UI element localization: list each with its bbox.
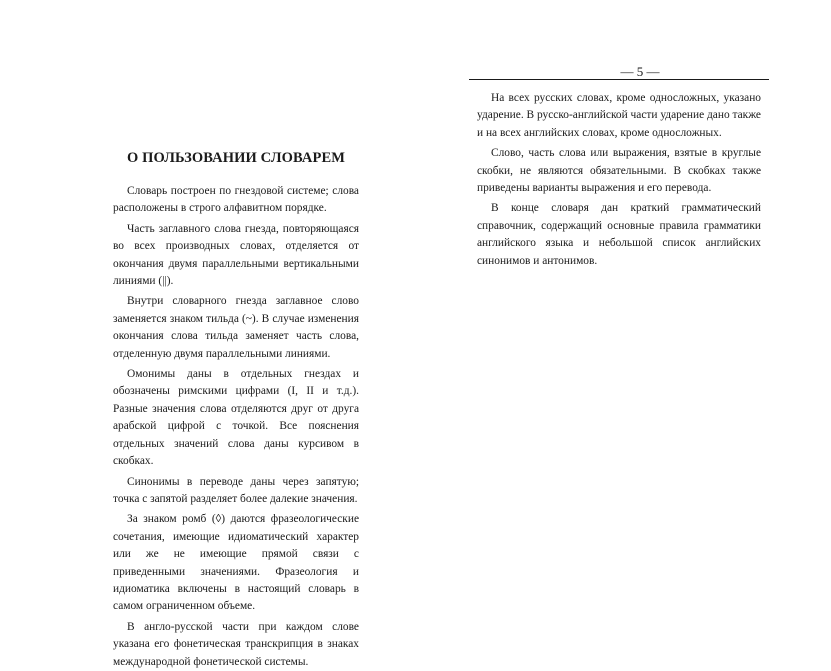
- paragraph-stress: На всех русских словах, кроме односложных, указано ударение. В русско-английской части ударение дано также и на всех английских словах, кроме односложных.: [477, 92, 761, 139]
- right-page: [469, 64, 769, 267]
- running-header: [469, 64, 769, 84]
- page-number: — 5 —: [620, 64, 660, 79]
- paragraph-tilde: Внутри словарного гнезда заглавное слово заменяется знаком тильда (~). В случае изменения окончания слова тильда заменяет часть слова, отделенную двумя параллельными линиями.: [113, 295, 359, 360]
- paragraph-grammar-reference: В конце словаря дан краткий грамматический справочник, содержащий основные правила грамматики английского языка и небольшой список английских синонимов и антонимов.: [477, 202, 761, 267]
- paragraph-transcription: В англо-русской части при каждом слове указана его фонетическая транскрипция в знаках международной фонетической системы.: [113, 620, 359, 668]
- paragraph-structure: Словарь построен по гнездовой системе; слова расположены в строго алфавитном порядке.: [113, 185, 359, 215]
- page-title: О ПОЛЬЗОВАНИИ СЛОВАРЕМ: [126, 150, 346, 166]
- paragraph-phraseology: За знаком ромб (◊) даются фразеологические сочетания, имеющие идиоматический характер или же не имеющие прямой связи с приведенными значениями. Фразеология и идиоматика включены в настоящий словарь в самом ограниченном объеме.: [113, 513, 359, 613]
- header-rule: [469, 79, 769, 80]
- paragraph-parentheses: Слово, часть слова или выражения, взятые в круглые скобки, не являются обязательными. В скобках также приведены варианты выражения и его перевода.: [477, 147, 761, 195]
- paragraph-homonyms: Омонимы даны в отдельных гнездах и обозначены римскими цифрами (I, II и т.д.). Разные значения слова отделяются друг от друга арабской цифрой с точкой. Все пояснения отдельных значений слова даны курсивом в скобках.: [113, 368, 359, 468]
- paragraph-synonyms: Синонимы в переводе даны через запятую; точка с запятой разделяет более далекие значения.: [113, 475, 359, 505]
- right-page-body: [477, 90, 761, 270]
- paragraph-vertical-lines: Часть заглавного слова гнезда, повторяющаяся во всех производных словах, отделяется от окончания двумя параллельными вертикальными линиями (||).: [113, 222, 359, 288]
- left-page: [113, 150, 359, 671]
